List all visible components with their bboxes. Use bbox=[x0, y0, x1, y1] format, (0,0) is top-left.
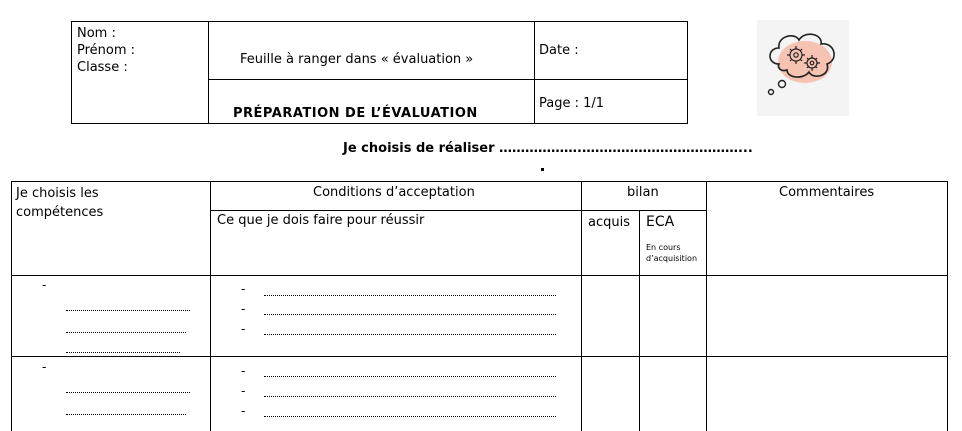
table-divider bbox=[210, 210, 707, 211]
table-divider bbox=[12, 275, 947, 276]
subheader-reussir: Ce que je dois faire pour réussir bbox=[217, 213, 425, 228]
table-divider bbox=[639, 210, 640, 431]
header-competences: Je choisis les compétences bbox=[16, 186, 104, 220]
fill-line bbox=[264, 376, 556, 377]
header-box bbox=[71, 21, 688, 124]
thinking-gears-icon bbox=[757, 20, 849, 116]
table-divider bbox=[706, 182, 707, 431]
student-id-fields bbox=[77, 25, 135, 76]
header-divider bbox=[534, 22, 535, 123]
page-number: Page : 1/1 bbox=[539, 96, 605, 111]
dot-mark bbox=[541, 168, 544, 171]
fill-line bbox=[264, 416, 556, 417]
subheader-acquis: acquis bbox=[588, 215, 630, 230]
header-commentaires: Commentaires bbox=[779, 185, 875, 200]
fill-line bbox=[264, 295, 556, 296]
date-label: Date : bbox=[539, 43, 579, 58]
eca-note: En cours d’acquisition bbox=[646, 243, 698, 263]
fill-line bbox=[66, 332, 186, 333]
page-title: PRÉPARATION DE L’ÉVALUATION bbox=[233, 106, 478, 121]
fill-line bbox=[264, 334, 556, 335]
header-bilan: bilan bbox=[627, 185, 659, 200]
list-dash: - bbox=[42, 278, 47, 292]
prenom-label: Prénom : bbox=[77, 43, 136, 58]
nom-label: Nom : bbox=[77, 26, 116, 41]
list-dash: - bbox=[42, 360, 47, 374]
evaluation-table bbox=[11, 181, 948, 431]
table-divider bbox=[581, 182, 582, 431]
fill-line bbox=[66, 310, 190, 311]
list-dash: - bbox=[241, 384, 246, 398]
choice-line: Je choisis de réaliser ……………….………………………………... bbox=[343, 141, 753, 156]
fill-line bbox=[66, 414, 186, 415]
feuille-text: Feuille à ranger dans « évaluation » bbox=[240, 52, 474, 67]
fill-line bbox=[66, 352, 180, 353]
table-divider bbox=[12, 356, 947, 357]
header-divider bbox=[208, 22, 209, 123]
list-dash: - bbox=[241, 282, 246, 296]
list-dash: - bbox=[241, 364, 246, 378]
classe-label: Classe : bbox=[77, 60, 128, 75]
header-divider bbox=[208, 79, 687, 80]
subheader-eca: ECA bbox=[646, 214, 675, 230]
list-dash: - bbox=[241, 322, 246, 336]
fill-line bbox=[66, 392, 190, 393]
fill-line bbox=[264, 314, 556, 315]
header-conditions: Conditions d’acceptation bbox=[313, 185, 475, 200]
fill-line bbox=[264, 396, 556, 397]
table-divider bbox=[210, 182, 211, 431]
list-dash: - bbox=[241, 404, 246, 418]
list-dash: - bbox=[241, 302, 246, 316]
